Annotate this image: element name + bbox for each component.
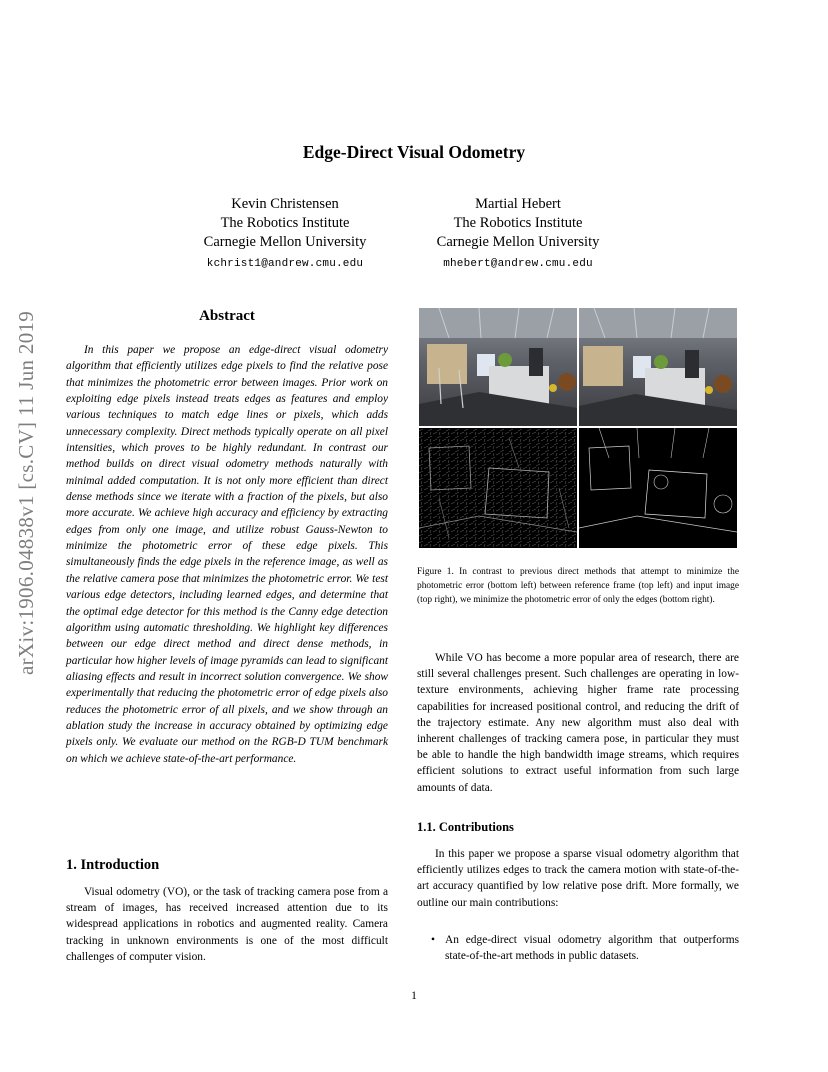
author-affiliation: The Robotics Institute — [220, 215, 350, 231]
contributions-section — [417, 846, 739, 911]
arxiv-stamp: arXiv:1906.04838v1 [cs.CV] 11 Jun 2019 — [14, 310, 38, 675]
photometric-error-all — [419, 428, 577, 548]
author-block-2 — [398, 195, 638, 274]
author-name: Martial Hebert — [475, 196, 561, 212]
abstract-heading: Abstract — [199, 308, 255, 324]
intro-heading: 1. Introduction — [66, 857, 160, 873]
contributions-heading: 1.1. Contributions — [417, 820, 514, 834]
author-email[interactable]: kchrist1@andrew.cmu.edu — [206, 258, 364, 270]
figure-1 — [419, 308, 737, 548]
right-column-intro — [417, 650, 739, 796]
bullet-text: An edge-direct visual odometry algorithm that outperforms state-of-the-art methods in public datasets. — [445, 934, 739, 963]
author-name: Kevin Christensen — [231, 196, 339, 212]
author-affiliation: The Robotics Institute — [453, 215, 583, 231]
abstract-text: In this paper we propose an edge-direct visual odometry algorithm that efficiently utilizes edge pixels to find the relative pose that minimizes the photometric error between images. Prior work on exploiting edge pixels instead treats edges as features and employ various techniques to match edge lines or pixels, which adds unnecessary complexity. Direct methods typically operate on all pixel intensities, which proves to be highly redundant. In contrast our method builds on direct visual odometry methods naturally with minimal added computation. It is not only more efficient than direct dense methods since we iterate with a fraction of the pixels, but also more accurate. We achieve high accuracy and efficiency by extracting edges from only one image, and utilize robust Gauss-Newton to minimize the photometric error of these edge pixels. This simultaneously finds the edge pixels in the reference image, as well as the relative camera pose that minimizes the photometric error. We test various edge detectors, including learned edges, and determine that the optimal edge detector for this method is the Canny edge detection algorithm using automatic thresholding. We highlight key differences between our edge direct method and direct dense methods, in particular how higher levels of image pyramids can lead to significant aliasing effects and result in incorrect solution convergence. We show experimentally that reducing the photometric error of edge pixels also reduces the photometric error of all pixels, and we show through an ablation study the increase in accuracy obtained by optimizing edge pixels only. We evaluate our method on the RGB-D TUM benchmark on which we achieve state-of-the-art performance. — [66, 344, 388, 765]
bullet-icon: • — [431, 934, 435, 946]
paper-title: Edge-Direct Visual Odometry — [302, 142, 526, 162]
contributions-text: In this paper we propose a sparse visual odometry algorithm that efficiently utilizes edges to track the camera motion with state-of-the-art accuracy quantified by low relative pose drift. More formally, we outline our main contributions: — [417, 848, 739, 909]
intro-section — [66, 884, 388, 965]
photometric-error-edges — [579, 428, 737, 548]
figure-1-image — [419, 308, 737, 548]
figure-1-caption: Figure 1. In contrast to previous direct methods that attempt to minimize the photometric error (bottom left) between reference frame (top left) and input image (top right), we minimize the photometric error of only the edges (bottom right). — [417, 567, 739, 605]
author-email[interactable]: mhebert@andrew.cmu.edu — [443, 258, 593, 270]
input-frame — [579, 308, 737, 426]
intro-text: Visual odometry (VO), or the task of tracking camera pose from a stream of images, has received increased attention due to its widespread applications in robotics and augmented reality. Camera tracking in unknown environments is one of the most difficult challenges of computer vision. — [66, 886, 388, 963]
contribution-bullet — [417, 932, 739, 964]
body-paragraph: While VO has become a more popular area of research, there are still several challenges present. Such challenges are operating in low-texture environments, achieving higher frame rate processing capabilities for increased positional control, and reducing the drift of the trajectory estimate. Any new algorithm must also deal with inherent challenges of tracking camera pose, in particular they must be able to handle the high bandwidth image streams, which requires efficient solutions to extract useful information from such large amounts of data. — [417, 652, 739, 794]
author-block-1 — [165, 195, 405, 274]
author-university: Carnegie Mellon University — [436, 234, 600, 250]
author-university: Carnegie Mellon University — [203, 234, 367, 250]
page-number: 1 — [411, 990, 417, 1002]
reference-frame — [419, 308, 577, 426]
